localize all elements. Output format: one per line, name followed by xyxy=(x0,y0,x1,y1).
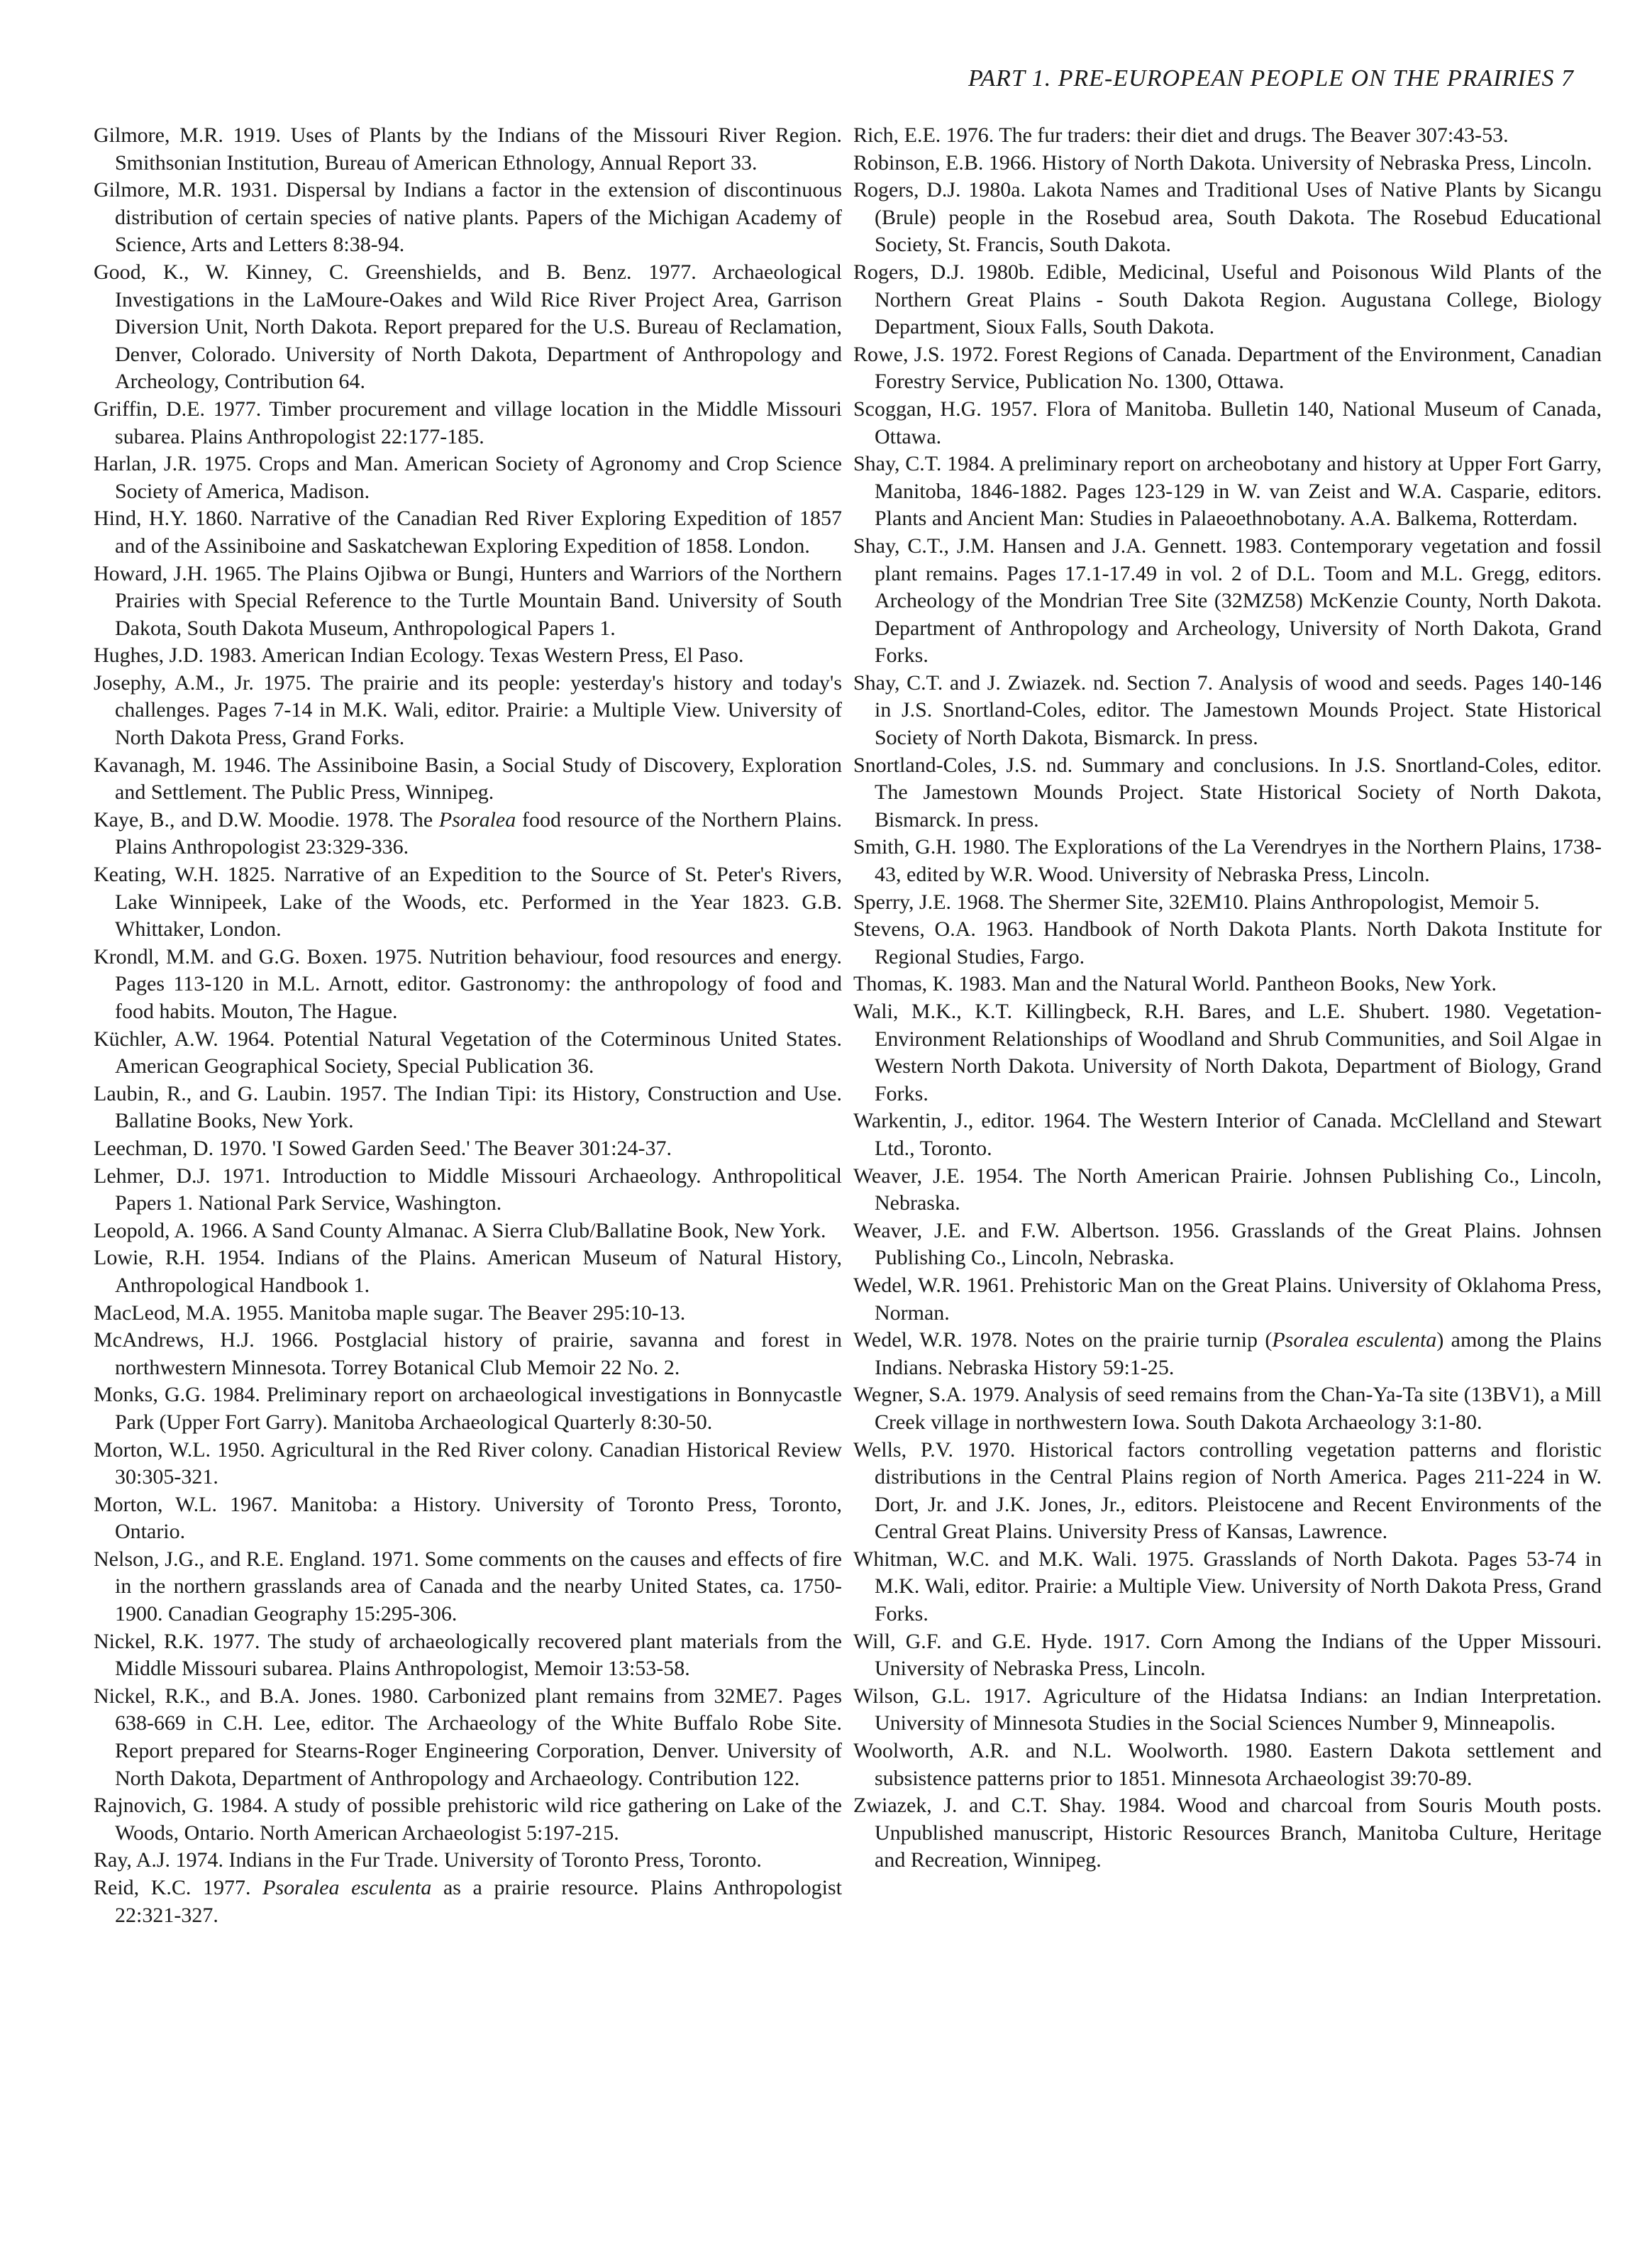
reference-entry: Wegner, S.A. 1979. Analysis of seed remains from the Chan-Ya-Ta site (13BV1), a Mill Creek village in northwestern Iowa. South Dakota Archaeology 3:1-80. xyxy=(853,1383,1602,1434)
reference-entry: Wedel, W.R. 1961. Prehistoric Man on the Great Plains. University of Oklahoma Press, Norman. xyxy=(853,1273,1602,1325)
reference-entry: Rich, E.E. 1976. The fur traders: their diet and drugs. The Beaver 307:43-53. xyxy=(853,123,1509,147)
reference-entry: Rajnovich, G. 1984. A study of possible prehistoric wild rice gathering on Lake of the Woods, Ontario. North American Archaeologist 5:197-215. xyxy=(94,1794,842,1845)
reference-entry: Weaver, J.E. and F.W. Albertson. 1956. Grasslands of the Great Plains. Johnsen Publishing Co., Lincoln, Nebraska. xyxy=(853,1218,1602,1270)
reference-entry: Laubin, R., and G. Laubin. 1957. The Indian Tipi: its History, Construction and Use. Ballatine Books, New York. xyxy=(94,1081,842,1133)
reference-entry: Kavanagh, M. 1946. The Assiniboine Basin, a Social Study of Discovery, Exploration and Settlement. The Public Press, Winnipeg. xyxy=(94,753,842,805)
references-left-column xyxy=(94,122,842,1929)
reference-entry: Rowe, J.S. 1972. Forest Regions of Canada. Department of the Environment, Canadian Forestry Service, Publication No. 1300, Ottawa. xyxy=(853,342,1602,394)
reference-entry: Nelson, J.G., and R.E. England. 1971. Some comments on the causes and effects of fire in the northern grasslands area of Canada and the nearby United States, ca. 1750-1900. Canadian Geography 15:295-306. xyxy=(94,1547,842,1626)
reference-entry: Snortland-Coles, J.S. nd. Summary and conclusions. In J.S. Snortland-Coles, editor. The Jamestown Mounds Project. State Historical Society of North Dakota, Bismarck. In press. xyxy=(853,753,1602,832)
reference-entry: Will, G.F. and G.E. Hyde. 1917. Corn Among the Indians of the Upper Missouri. University of Nebraska Press, Lincoln. xyxy=(853,1629,1602,1681)
references-right-column xyxy=(853,122,1602,1874)
reference-entry xyxy=(94,1874,842,1929)
reference-entry: Shay, C.T. and J. Zwiazek. nd. Section 7. Analysis of wood and seeds. Pages 140-146 in J.S. Snortland-Coles, editor. The Jamestown Mounds Project. State Historical Society of North Dakota, Bismarck. In press. xyxy=(853,670,1602,750)
reference-entry: Rogers, D.J. 1980a. Lakota Names and Traditional Uses of Native Plants by Sicangu (Brule) people in the Rosebud area, South Dakota. The Rosebud Educational Society, St. Francis, South Dakota. xyxy=(853,178,1602,257)
reference-text: as a prairie resource. Plains Anthropologist 22:321-327. xyxy=(115,1876,842,1927)
reference-entry: Whitman, W.C. and M.K. Wali. 1975. Grasslands of North Dakota. Pages 53-74 in M.K. Wali, editor. Prairie: a Multiple View. University of North Dakota Press, Grand Forks. xyxy=(853,1547,1602,1626)
reference-entry: Nickel, R.K., and B.A. Jones. 1980. Carbonized plant remains from 32ME7. Pages 638-669 in C.H. Lee, editor. The Archaeology of the White Buffalo Robe Site. Report prepared for Stearns-Roger Engineering Corporation, Denver. University of North Dakota, Department of Anthropology and Archaeology. Contribution 122. xyxy=(94,1684,842,1790)
reference-text: food resource of the Northern Plains. Plains Anthropologist 23:329-336. xyxy=(115,807,842,859)
reference-entry: Wilson, G.L. 1917. Agriculture of the Hidatsa Indians: an Indian Interpretation. University of Minnesota Studies in the Social Sciences Number 9, Minneapolis. xyxy=(853,1684,1602,1735)
reference-entry: Rogers, D.J. 1980b. Edible, Medicinal, Useful and Poisonous Wild Plants of the Northern Great Plains - South Dakota Region. Augustana College, Biology Department, Sioux Falls, South Dakota. xyxy=(853,260,1602,339)
reference-entry xyxy=(94,807,842,861)
reference-entry: Morton, W.L. 1950. Agricultural in the Red River colony. Canadian Historical Review 30:305-321. xyxy=(94,1437,842,1489)
reference-entry: Ray, A.J. 1974. Indians in the Fur Trade. University of Toronto Press, Toronto. xyxy=(94,1848,762,1872)
reference-entry: Monks, G.G. 1984. Preliminary report on archaeological investigations in Bonnycastle Park (Upper Fort Garry). Manitoba Archaeological Quarterly 8:30-50. xyxy=(94,1383,842,1434)
reference-entry: Shay, C.T., J.M. Hansen and J.A. Gennett. 1983. Contemporary vegetation and fossil plant remains. Pages 17.1-17.49 in vol. 2 of D.L. Toom and M.L. Gregg, editors. Archeology of the Mondrian Tree Site (32MZ58) McKenzie County, North Dakota. Department of Anthropology and Archeology, University of North Dakota, Grand Forks. xyxy=(853,534,1602,668)
reference-entry xyxy=(853,1327,1602,1381)
reference-entry: Krondl, M.M. and G.G. Boxen. 1975. Nutrition behaviour, food resources and energy. Pages 113-120 in M.L. Arnott, editor. Gastronomy: the anthropology of food and food habits. Mouton, The Hague. xyxy=(94,944,842,1023)
reference-entry: Hughes, J.D. 1983. American Indian Ecology. Texas Western Press, El Paso. xyxy=(94,644,744,668)
reference-italic-title: Psoralea esculenta xyxy=(1272,1328,1437,1352)
reference-entry: Zwiazek, J. and C.T. Shay. 1984. Wood and charcoal from Souris Mouth posts. Unpublished manuscript, Historic Resources Branch, Manitoba Culture, Heritage and Recreation, Winnipeg. xyxy=(853,1794,1602,1872)
reference-text: Reid, K.C. 1977. xyxy=(94,1876,263,1899)
reference-entry: Sperry, J.E. 1968. The Shermer Site, 32EM10. Plains Anthropologist, Memoir 5. xyxy=(853,890,1540,914)
reference-entry: Hind, H.Y. 1860. Narrative of the Canadian Red River Exploring Expedition of 1857 and of the Assiniboine and Saskatchewan Exploring Expedition of 1858. London. xyxy=(94,507,842,558)
reference-entry: Gilmore, M.R. 1919. Uses of Plants by the Indians of the Missouri River Region. Smithsonian Institution, Bureau of American Ethnology, Annual Report 33. xyxy=(94,123,842,175)
reference-text: Kaye, B., and D.W. Moodie. 1978. The xyxy=(94,807,439,832)
reference-entry: Wali, M.K., K.T. Killingbeck, R.H. Bares, and L.E. Shubert. 1980. Vegetation-Environment Relationships of Woodland and Shrub Communities, and Soil Algae in Western North Dakota. University of North Dakota, Department of Biology, Grand Forks. xyxy=(853,1000,1602,1105)
reference-entry: Lehmer, D.J. 1971. Introduction to Middle Missouri Archaeology. Anthropolitical Papers 1. National Park Service, Washington. xyxy=(94,1164,842,1215)
reference-entry: Thomas, K. 1983. Man and the Natural World. Pantheon Books, New York. xyxy=(853,972,1497,996)
reference-entry: Leechman, D. 1970. 'I Sowed Garden Seed.' The Beaver 301:24-37. xyxy=(94,1136,672,1160)
reference-entry: Good, K., W. Kinney, C. Greenshields, and B. Benz. 1977. Archaeological Investigations in the LaMoure-Oakes and Wild Rice River Project Area, Garrison Diversion Unit, North Dakota. Report prepared for the U.S. Bureau of Reclamation, Denver, Colorado. University of North Dakota, Department of Anthropology and Archeology, Contribution 64. xyxy=(94,260,842,394)
reference-entry: Nickel, R.K. 1977. The study of archaeologically recovered plant materials from the Middle Missouri subarea. Plains Anthropologist, Memoir 13:53-58. xyxy=(94,1629,842,1681)
reference-entry: MacLeod, M.A. 1955. Manitoba maple sugar. The Beaver 295:10-13. xyxy=(94,1301,686,1325)
reference-text: Wedel, W.R. 1978. Notes on the prairie turnip ( xyxy=(853,1328,1273,1352)
reference-entry: Howard, J.H. 1965. The Plains Ojibwa or Bungi, Hunters and Warriors of the Northern Prairies with Special Reference to the Turtle Mountain Band. University of South Dakota, South Dakota Museum, Anthropological Papers 1. xyxy=(94,561,842,640)
reference-italic-title: Psoralea esculenta xyxy=(262,1876,432,1899)
reference-entry: Gilmore, M.R. 1931. Dispersal by Indians a factor in the extension of discontinuous distribution of certain species of native plants. Papers of the Michigan Academy of Science, Arts and Letters 8:38-94. xyxy=(94,178,842,257)
reference-entry: Woolworth, A.R. and N.L. Woolworth. 1980. Eastern Dakota settlement and subsistence patterns prior to 1851. Minnesota Archaeologist 39:70-89. xyxy=(853,1739,1602,1790)
reference-italic-title: Psoralea xyxy=(438,807,516,832)
reference-entry: Morton, W.L. 1967. Manitoba: a History. University of Toronto Press, Toronto, Ontario. xyxy=(94,1492,842,1544)
reference-entry: McAndrews, H.J. 1966. Postglacial history of prairie, savanna and forest in northwestern Minnesota. Torrey Botanical Club Memoir 22 No. 2. xyxy=(94,1328,842,1379)
reference-entry: Robinson, E.B. 1966. History of North Dakota. University of Nebraska Press, Lincoln. xyxy=(853,150,1592,175)
reference-entry: Shay, C.T. 1984. A preliminary report on archeobotany and history at Upper Fort Garry, Manitoba, 1846-1882. Pages 123-129 in W. van Zeist and W.A. Casparie, editors. Plants and Ancient Man: Studies in Palaeoethnobotany. A.A. Balkema, Rotterdam. xyxy=(853,452,1602,531)
reference-entry: Küchler, A.W. 1964. Potential Natural Vegetation of the Coterminous United States. American Geographical Society, Special Publication 36. xyxy=(94,1027,842,1078)
reference-entry: Josephy, A.M., Jr. 1975. The prairie and its people: yesterday's history and today's challenges. Pages 7-14 in M.K. Wali, editor. Prairie: a Multiple View. University of North Dakota Press, Grand Forks. xyxy=(94,670,842,750)
reference-entry: Leopold, A. 1966. A Sand County Almanac. A Sierra Club/Ballatine Book, New York. xyxy=(94,1218,826,1242)
reference-entry: Lowie, R.H. 1954. Indians of the Plains. American Museum of Natural History, Anthropological Handbook 1. xyxy=(94,1246,842,1297)
reference-entry: Warkentin, J., editor. 1964. The Western Interior of Canada. McClelland and Stewart Ltd., Toronto. xyxy=(853,1109,1602,1160)
reference-text: ) among the Plains Indians. Nebraska History 59:1-25. xyxy=(875,1328,1602,1379)
running-header: PART 1. PRE-EUROPEAN PEOPLE ON THE PRAIRIES 7 xyxy=(968,65,1574,92)
reference-entry: Harlan, J.R. 1975. Crops and Man. American Society of Agronomy and Crop Science Society of America, Madison. xyxy=(94,452,842,503)
reference-entry: Keating, W.H. 1825. Narrative of an Expedition to the Source of St. Peter's Rivers, Lake Winnipeek, Lake of the Woods, etc. Performed in the Year 1823. G.B. Whittaker, London. xyxy=(94,863,842,941)
reference-entry: Griffin, D.E. 1977. Timber procurement and village location in the Middle Missouri subarea. Plains Anthropologist 22:177-185. xyxy=(94,397,842,448)
reference-entry: Stevens, O.A. 1963. Handbook of North Dakota Plants. North Dakota Institute for Regional Studies, Fargo. xyxy=(853,917,1602,968)
reference-entry: Wells, P.V. 1970. Historical factors controlling vegetation patterns and floristic distributions in the Central Plains region of North America. Pages 211-224 in W. Dort, Jr. and J.K. Jones, Jr., editors. Pleistocene and Recent Environments of the Central Great Plains. University Press of Kansas, Lawrence. xyxy=(853,1437,1602,1544)
reference-entry: Smith, G.H. 1980. The Explorations of the La Verendryes in the Northern Plains, 1738-43, edited by W.R. Wood. University of Nebraska Press, Lincoln. xyxy=(853,835,1602,887)
reference-entry: Weaver, J.E. 1954. The North American Prairie. Johnsen Publishing Co., Lincoln, Nebraska. xyxy=(853,1164,1602,1215)
reference-entry: Scoggan, H.G. 1957. Flora of Manitoba. Bulletin 140, National Museum of Canada, Ottawa. xyxy=(853,397,1602,448)
